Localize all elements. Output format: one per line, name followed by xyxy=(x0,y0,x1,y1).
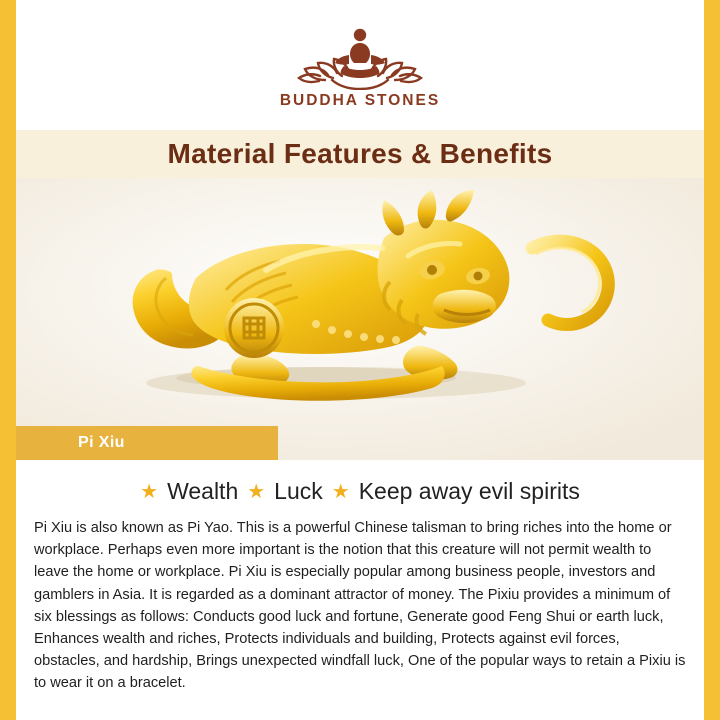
lotus-meditation-icon xyxy=(285,18,435,90)
gold-pixiu-pendant-illustration xyxy=(16,178,704,460)
product-caption xyxy=(16,426,278,460)
benefit-wealth: Wealth xyxy=(167,478,239,504)
product-caption-label: Pi Xiu xyxy=(78,434,125,451)
benefit-luck: Luck xyxy=(274,478,323,504)
star-icon: ★ xyxy=(247,480,266,503)
product-image-area xyxy=(16,178,704,460)
brand-name: BUDDHA STONES xyxy=(279,92,441,109)
benefits-headline xyxy=(16,460,704,505)
card-inner xyxy=(16,0,704,720)
section-title-band xyxy=(16,130,704,178)
left-border-bar xyxy=(0,0,16,720)
brand-header xyxy=(16,0,704,130)
page-title: Material Features & Benefits xyxy=(167,138,553,169)
description-paragraph: Pi Xiu is also known as Pi Yao. This is a powerful Chinese talisman to bring riches into the home or workplace. Perhaps even more important is the notion that this creature will not permit wealth to leave the home or workplace. Pi Xiu is especially popular among business people, investors and gamblers in Asia. It is regarded as a dominant attractor of money. The Pixiu provides a minimum of six blessings as follows: Conducts good luck and fortune, Generate good Feng Shui or earth luck, Enhances wealth and riches, Protects individuals and building, Protects against evil forces, obstacles, and hardship, Brings unexpected windfall luck, One of the popular ways to retain a Pixiu is to wear it on a bracelet. xyxy=(34,520,686,692)
right-border-bar xyxy=(704,0,720,720)
star-icon: ★ xyxy=(140,480,159,503)
star-icon: ★ xyxy=(331,480,350,503)
benefit-evil-spirits: Keep away evil spirits xyxy=(358,478,580,504)
